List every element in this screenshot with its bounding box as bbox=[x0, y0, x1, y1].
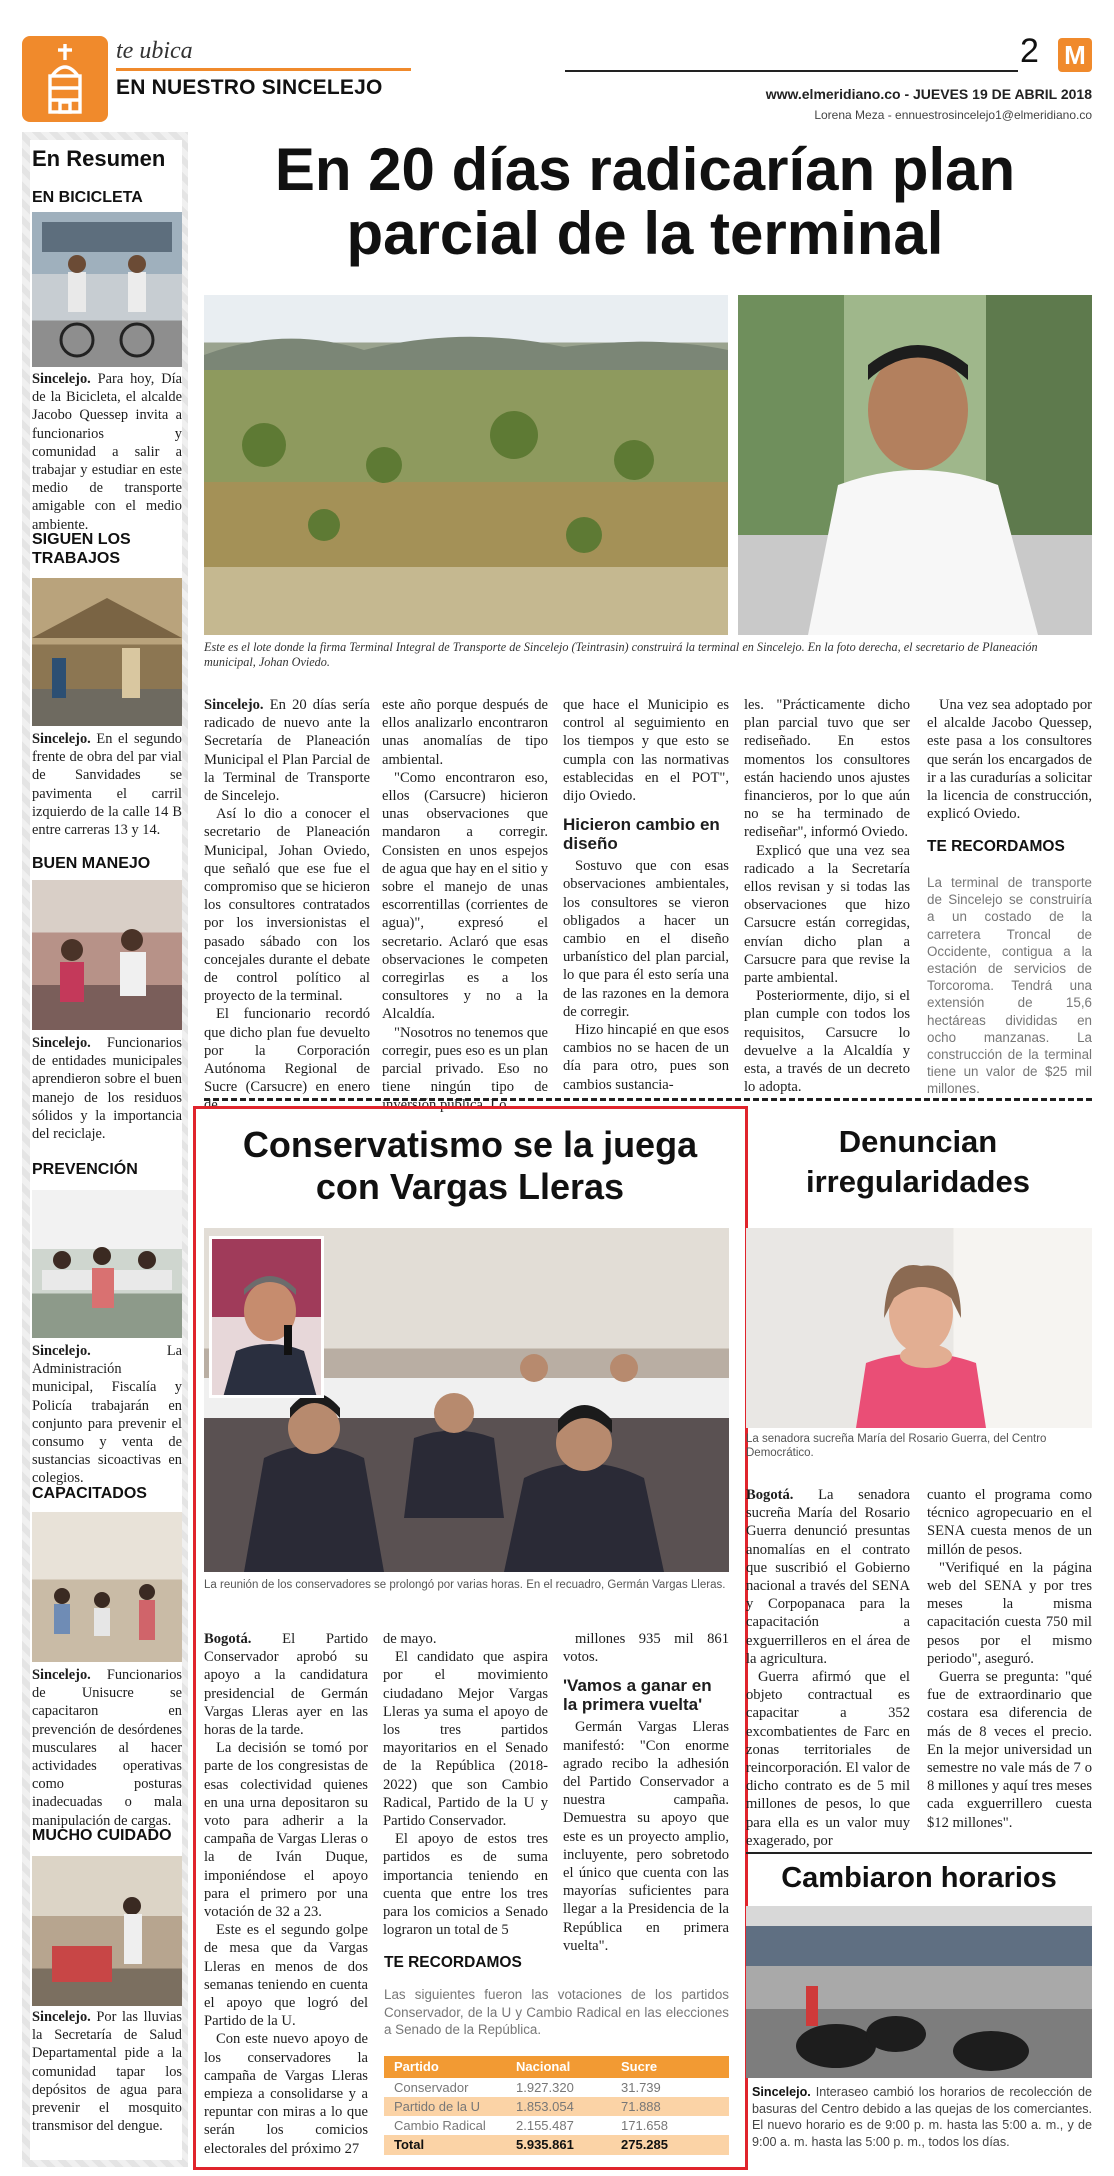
sidebar-text: Sincelejo. La Administración municipal, Fiscalía y Policía trabajarán en conjunto para prevenir el consumo y venta de sustancias sicoactivas en colegios. bbox=[32, 1343, 182, 1487]
header-rule bbox=[565, 70, 1018, 72]
sidebar-title: En Resumen bbox=[32, 146, 166, 171]
official-portrait-photo bbox=[738, 295, 1092, 635]
table-cell: 5.935.861 bbox=[516, 2137, 574, 2152]
sidebar-heading: BUEN MANEJO bbox=[32, 855, 151, 872]
bicycle-photo bbox=[32, 212, 182, 367]
section-kicker: te ubica bbox=[116, 38, 193, 64]
sidebar-text: Sincelejo. Para hoy, Día de la Bicicleta, el alcalde Jacobo Quessep invita a funcionarios y comunidad a salir a trabajar y estudiar en este medio de transporte amigable con el medio ambiente. bbox=[32, 371, 182, 533]
table-row bbox=[384, 2078, 729, 2097]
table-cell: Partido de la U bbox=[394, 2099, 480, 2114]
cons-column-1: Bogotá. El Partido Conservador aprobó su apoyo a la candidatura presidencial de Germán Vargas Lleras ayer en las horas de la tarde. La decisión se tomó por parte de los congresistas de esas colectividad quienes en una urna depositaron su voto para adherir a la campaña de Vargas Lleras o la de Iván Duque, imponiéndose el apoyo para el primero por una votación de 32 a 23. Este es el segundo golpe de mesa que da Vargas Lleras en menos de dos semanas teniendo en cuenta el apoyo que logró del Partido de la U. Con este nuevo apoyo de los conservadores la campaña de Vargas Lleras empieza a consolidarse y a repuntar con miras a lo que serán los comicios electorales del próximo 27 bbox=[204, 1631, 368, 2157]
cons-column-3: millones 935 mil 861 votos. 'Vamos a ganar en la primera vuelta' Germán Vargas Lleras manifestó: "Con enorme agrado recibo la adhesión del Partido Conservador a nuestra campaña. Demuestra su apoyo que este es un proyecto amplio, incluyente, pero sobretodo el único que cuenta con las mayorías suficientes para llegar a la Presidencia de la República en primera vuelta". bbox=[563, 1631, 729, 1954]
sidebar-heading: EN BICICLETA bbox=[32, 189, 143, 206]
main-column-2: este año porque después de ellos analizarlo encontraron unas anomalías de tipo ambiental. "Como encontraron eso, ellos (Carsucre) hicieron unas observaciones que mandaron a corregir. Consisten en unos espejos de agua que hay en el sitio y sobre el manejo de unas escorrentillas (corrientes de agua)", expresó el secretario. Aclaró que esas observaciones le competen corregirlas es a los consultores y no a la Alcaldía. "Nosotros no tenemos que corregir, pues eso es un plan parcial privado. Eso no tiene ningún tipo de inversión pública. Lo bbox=[382, 697, 548, 1114]
sidebar-heading: SIGUEN LOS TRABAJOS bbox=[32, 531, 131, 567]
horarios-text: Sincelejo. Interaseo cambió los horarios de recolección de basuras del Centro debido a las quejas de los comerciantes. El nuevo horario es de 9:00 p. m. hasta las 5:00 a. m., y de 9:00 a. m. hasta las 5:00 p. m., todos los días. bbox=[752, 2085, 1092, 2149]
sidebar-text: Sincelejo. Por las lluvias la Secretaría de Salud Departamental pide a la comunidad tapar los depósitos de agua para prevenir el mosquito transmisor del dengue. bbox=[32, 2009, 182, 2135]
brand-logo: M bbox=[1058, 38, 1092, 72]
table-cell: 1.853.054 bbox=[516, 2099, 574, 2114]
table-cell: Conservador bbox=[394, 2080, 469, 2095]
page-number: 2 bbox=[1020, 32, 1039, 70]
subheading: 'Vamos a ganar en la primera vuelta' bbox=[563, 1676, 712, 1715]
horarios-rule bbox=[746, 1852, 1092, 1854]
table-row bbox=[384, 2116, 729, 2135]
table-row bbox=[384, 2097, 729, 2116]
table-cell: 31.739 bbox=[621, 2080, 661, 2095]
table-cell: 2.155.487 bbox=[516, 2118, 574, 2133]
vargas-lleras-inset-photo bbox=[209, 1236, 324, 1398]
section-rule bbox=[116, 68, 411, 71]
dateline: www.elmeridiano.co - JUEVES 19 DE ABRIL 2018 bbox=[765, 86, 1092, 102]
main-column-5: Una vez sea adoptado por el alcalde Jacobo Quessep, este pasa a los consultores que serán los encargados de ir a las curadurías a solicitar la licencia de construcción, explicó Oviedo. bbox=[927, 697, 1092, 823]
meeting-photo bbox=[32, 1190, 182, 1338]
main-photo-caption: Este es el lote donde la firma Terminal Integral de Transporte de Sincelejo (Teintrasin) construirá la terminal en Sincelejo. En la foto derecha, el secretario de Planeación municipal, Johan Oviedo. bbox=[204, 640, 1038, 669]
te-recordamos-text: La terminal de transporte de Sincelejo se construiría a un costado de la carretera Troncal de Occidente, contigua a la estación de servicios de Torcoroma. Tendrá una extensión de 15,6 hectáreas divididas en ocho manzanas. La construcción de la terminal tiene un valor de $25 mil millones. bbox=[927, 875, 1092, 1097]
sidebar-heading: PREVENCIÓN bbox=[32, 1161, 138, 1178]
horarios-headline: Cambiaron horarios bbox=[781, 1862, 1057, 1894]
denuncian-column-2: cuanto el programa como técnico agropecuario en el SENA cuesta menos de un millón de pesos. "Verifiqué en la página web del SENA y por tres meses la misma capacitación cuesta 750 mil pesos por el mismo periodo", aseguró. Guerra se pregunta: "qué fue de extraordinario que costara esa diferencia de más de 8 veces el precio. En la mejor universidad un semestre no vale más de 7 o 8 millones y aquí tres meses cada exguerrillero cuesta $12 millones". bbox=[927, 1487, 1092, 1831]
table-cell: Total bbox=[394, 2137, 425, 2152]
works-photo bbox=[32, 578, 182, 726]
sidebar-text: Sincelejo. En el segundo frente de obra del par vial de Sanvidades se pavimenta el carril izquierdo de la calle 14 B entre carreras 13 y 14. bbox=[32, 731, 182, 839]
cons-recordamos-text: Las siguientes fueron las votaciones de los partidos Conservador, de la U y Cambio Radical en las elecciones a Senado de la República. bbox=[384, 1987, 729, 2037]
terminal-lot-photo bbox=[204, 295, 728, 635]
table-header-cell: Sucre bbox=[621, 2059, 658, 2074]
senator-photo bbox=[746, 1228, 1092, 1428]
main-headline: En 20 días radicarían plan parcial de la terminal bbox=[274, 136, 1016, 267]
denuncian-headline: Denuncian irregularidades bbox=[806, 1124, 1030, 1199]
sidebar-heading: CAPACITADOS bbox=[32, 1485, 147, 1502]
conservatism-photo-caption: La reunión de los conservadores se prolongó por varias horas. En el recuadro, Germán Vargas Lleras. bbox=[204, 1579, 726, 1591]
water-tank-photo bbox=[32, 1856, 182, 2006]
table-cell: 1.927.320 bbox=[516, 2080, 574, 2095]
table-header-cell: Partido bbox=[394, 2059, 439, 2074]
cons-column-2: de mayo. El candidato que aspira por el movimiento ciudadano Mejor Vargas Lleras ya suma el apoyo de los tres partidos mayoritarios en el Senado de la República (2018-2022) que son Cambio Radical, Partido de la U y Partido Conservador. El apoyo de estos tres partidos es de suma importancia teniendo en cuenta que entre los tres para los comicios a Senado lograron un total de 5 bbox=[383, 1631, 548, 1939]
table-header-cell: Nacional bbox=[516, 2059, 571, 2074]
table-cell: Cambio Radical bbox=[394, 2118, 486, 2133]
separator bbox=[204, 1098, 1092, 1101]
section-title: EN NUESTRO SINCELEJO bbox=[116, 76, 383, 99]
main-column-1: Sincelejo. En 20 días sería radicado de nuevo ante la Secretaría de Planeación Municipal el Plan Parcial de la Terminal de Transporte de Sincelejo. Así lo dio a conocer el secretario de Planeación Municipal, Johan Oviedo, que señaló que ese fue el compromiso que se hicieron los consultores contratados por los inversionistas el pasado sábado con los concejales durante el debate de control político al proyecto de la terminal. El funcionario recordó que dicho plan fue devuelto por la Corporación Autónoma Regional de Sucre (Carsucre) en enero de bbox=[204, 697, 370, 1114]
sidebar-text: Sincelejo. Funcionarios de Unisucre se capacitaron en prevención de desórdenes musculares al hacer actividades operativas como posturas inadecuadas o mala manipulación de cargas. bbox=[32, 1667, 182, 1829]
table-cell: 171.658 bbox=[621, 2118, 668, 2133]
table-cell: 71.888 bbox=[621, 2099, 661, 2114]
church-icon bbox=[22, 36, 108, 122]
votes-table bbox=[384, 2056, 729, 2155]
conservatism-headline: Conservatismo se la juega con Vargas Lleras bbox=[242, 1124, 698, 1207]
training-photo bbox=[32, 1512, 182, 1662]
cons-recordamos-heading: TE RECORDAMOS bbox=[384, 1954, 522, 1971]
main-column-3: que hace el Municipio es control al seguimiento en los tiempos y que esto se cumpla con las normativas establecidas en el POT", dijo Oviedo. Hicieron cambio en diseño Sostuvo que con esas observaciones ambientales, los consultores se vieron obligados a hacer un cambio en el diseño urbanístico del plan parcial, lo que para él esto sería una de las razones en la demora de corregir. Hizo hincapié en que esos cambios no se hacen de un día para otro, pues son cambios sustancia- bbox=[563, 697, 729, 1093]
subheading: Hicieron cambio en diseño bbox=[563, 815, 720, 854]
byline: Lorena Meza - ennuestrosincelejo1@elmeridiano.co bbox=[814, 108, 1092, 122]
garbage-photo bbox=[746, 1906, 1092, 2078]
table-cell: 275.285 bbox=[621, 2137, 668, 2152]
denuncian-column-1: Bogotá. La senadora sucreña María del Rosario Guerra denunció presuntas anomalías en el contrato que suscribió el Gobierno nacional a través del SENA y Corpopanaca para la capacitación a exguerrilleros en el área de la agricultura. Guerra afirmó que el objeto contractual es capacitar a 352 excombatientes de Farc en zonas territoriales de reincorporación. El valor de dicho contrato es de 5 mil millones de pesos, lo que para ella es un valor muy exagerado, por bbox=[746, 1487, 910, 1849]
sidebar-text: Sincelejo. Funcionarios de entidades municipales aprendieron sobre el buen manejo de los residuos sólidos y la importancia del reciclaje. bbox=[32, 1035, 182, 1143]
table-header bbox=[384, 2056, 729, 2078]
main-column-4: les. "Prácticamente dicho plan parcial tuvo que ser rediseñado. En estos momentos los consultores están haciendo unos ajustes financieros, por lo que aún no se ha terminado de rediseñar", informó Oviedo. Explicó que una vez sea radicado a la Secretaría ellos revisan y si todas las observaciones que hizo Carsucre están corregidas, envían dicho plan a Carsucre para que revise la parte ambiental. Posteriormente, dijo, si el plan cumple con todos los requisitos, Carsucre lo devuelve a la Alcaldía y esta, a través de un decreto lo adopta. bbox=[744, 697, 910, 1096]
section-logo bbox=[22, 36, 108, 122]
senator-photo-caption: La senadora sucreña María del Rosario Guerra, del Centro Democrático. bbox=[746, 1433, 1047, 1459]
sidebar-heading: MUCHO CUIDADO bbox=[32, 1827, 172, 1844]
te-recordamos-heading: TE RECORDAMOS bbox=[927, 838, 1065, 855]
workshop-photo bbox=[32, 880, 182, 1030]
table-total-row bbox=[384, 2135, 729, 2155]
